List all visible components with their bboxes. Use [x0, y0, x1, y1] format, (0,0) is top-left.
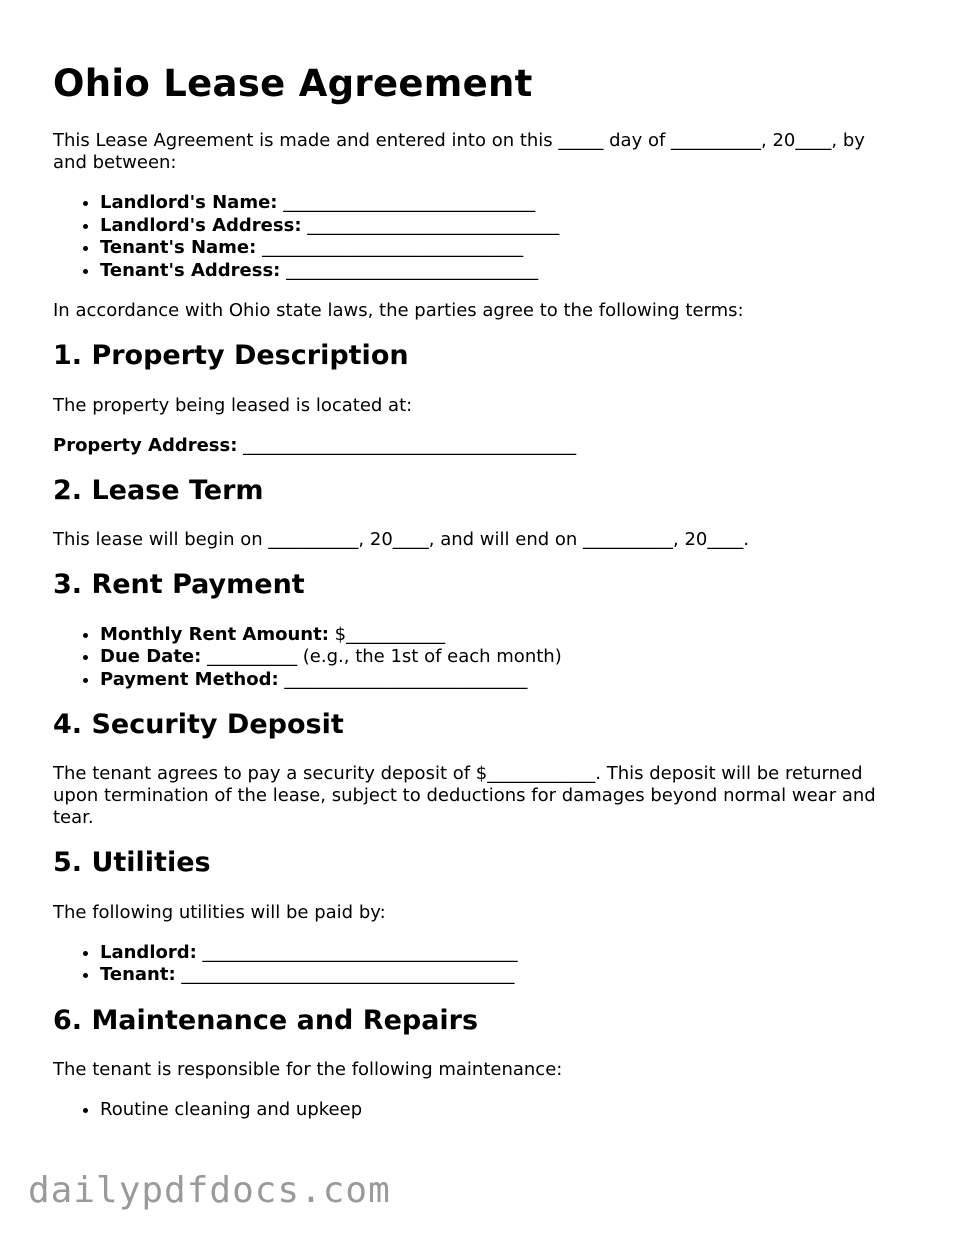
list-item [100, 669, 903, 692]
list-item [100, 192, 903, 215]
list-item [100, 260, 903, 283]
section-heading-property: 1. Property Description [53, 340, 409, 372]
field-label: Landlord: [100, 941, 197, 963]
parties-list [53, 192, 903, 282]
field-label: Monthly Rent Amount: [100, 623, 329, 645]
section-heading-rent: 3. Rent Payment [53, 569, 305, 601]
field-label: Due Date: [100, 646, 202, 668]
field-label: Tenant: [100, 964, 176, 986]
page-title: Ohio Lease Agreement [53, 62, 533, 105]
watermark-text: dailypdfdocs.com [28, 1170, 391, 1211]
blank-field: __________ (e.g., the 1st of each month) [201, 646, 562, 668]
list-item [100, 646, 903, 669]
section-heading-lease-term: 2. Lease Term [53, 474, 264, 506]
list-item [100, 624, 903, 647]
rent-list [53, 624, 903, 692]
blank-field: ____________________________ [301, 214, 560, 236]
field-label: Tenant's Address: [100, 259, 281, 281]
section-heading-maintenance: 6. Maintenance and Repairs [53, 1004, 479, 1036]
blank-field: _____________________________ [256, 237, 524, 259]
section-heading-deposit: 4. Security Deposit [53, 709, 344, 741]
property-address-line [53, 435, 903, 457]
blank-field: $___________ [328, 623, 446, 645]
field-label: Landlord's Name: [100, 192, 278, 214]
section-text: The following utilities will be paid by: [53, 901, 386, 923]
field-label: Landlord's Address: [100, 214, 302, 236]
list-item: • Routine cleaning and upkeep [100, 1099, 903, 1122]
section-heading-utilities: 5. Utilities [53, 847, 211, 879]
list-item [100, 942, 903, 965]
section-text: The tenant agrees to pay a security deposit of $____________. This deposit will be returned upon termination of the lease, subject to deductions for damages beyond normal wear and tear. [53, 763, 876, 829]
field-label: Property Address: [53, 434, 238, 456]
blank-field: ___________________________ [278, 668, 528, 690]
accordance-paragraph: In accordance with Ohio state laws, the parties agree to the following terms: [53, 300, 744, 322]
list-item [100, 964, 903, 987]
field-label: Payment Method: [100, 668, 279, 690]
maintenance-list [53, 1099, 903, 1122]
blank-field: ____________________________ [280, 259, 539, 281]
section-text: This lease will begin on __________, 20____, and will end on __________, 20____. [53, 529, 750, 551]
blank-field: _____________________________________ [237, 434, 577, 456]
section-text: The tenant is responsible for the following maintenance: [53, 1059, 563, 1081]
blank-field: ___________________________________ [196, 941, 518, 963]
section-text: The property being leased is located at: [53, 394, 413, 416]
blank-field: _____________________________________ [175, 964, 515, 986]
document-page [53, 62, 903, 1140]
field-label: Tenant's Name: [100, 237, 257, 259]
blank-field: ____________________________ [277, 192, 536, 214]
list-item [100, 237, 903, 260]
intro-paragraph: This Lease Agreement is made and entered into on this _____ day of __________, 20____, by and between: [53, 130, 865, 174]
list-item [100, 215, 903, 238]
utilities-list [53, 942, 903, 987]
